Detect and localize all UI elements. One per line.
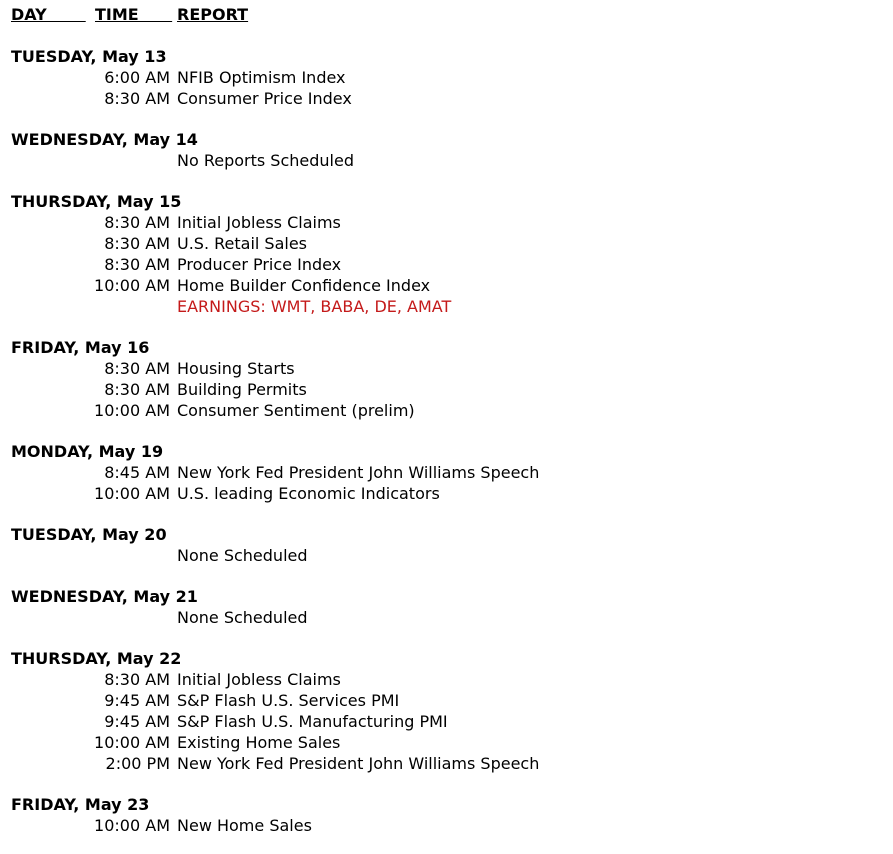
day-block (11, 441, 881, 504)
event-report: None Scheduled (177, 608, 308, 627)
event-row (11, 753, 881, 774)
event-row (11, 690, 881, 711)
event-time: 8:45 AM (104, 463, 170, 482)
event-time: 6:00 AM (104, 68, 170, 87)
day-title: MONDAY, May 19 (11, 442, 164, 461)
event-time: 10:00 AM (94, 484, 170, 503)
event-row (11, 607, 881, 628)
event-row (11, 711, 881, 732)
event-row (11, 669, 881, 690)
event-report: Building Permits (177, 380, 307, 399)
event-report: U.S. leading Economic Indicators (177, 484, 440, 503)
day-title: TUESDAY, May 13 (11, 47, 167, 66)
column-header-row (11, 4, 881, 26)
day-title: WEDNESDAY, May 21 (11, 587, 198, 606)
day-title: WEDNESDAY, May 14 (11, 130, 198, 149)
event-time: 8:30 AM (104, 255, 170, 274)
event-report: Consumer Price Index (177, 89, 352, 108)
event-report: No Reports Scheduled (177, 151, 354, 170)
event-report: New York Fed President John Williams Speech (177, 463, 540, 482)
report-column-header: REPORT (177, 5, 249, 24)
event-time: 10:00 AM (94, 401, 170, 420)
event-time: 8:30 AM (104, 213, 170, 232)
event-report: New Home Sales (177, 816, 312, 835)
event-row (11, 379, 881, 400)
event-time: 8:30 AM (104, 234, 170, 253)
day-title: THURSDAY, May 15 (11, 192, 182, 211)
event-time: 10:00 AM (94, 816, 170, 835)
day-block (11, 794, 881, 836)
event-row (11, 400, 881, 421)
earnings-note: EARNINGS: WMT, BABA, DE, AMAT (177, 297, 452, 316)
event-report: Home Builder Confidence Index (177, 276, 431, 295)
event-report: S&P Flash U.S. Services PMI (177, 691, 400, 710)
event-report: S&P Flash U.S. Manufacturing PMI (177, 712, 448, 731)
day-title: FRIDAY, May 23 (11, 795, 150, 814)
event-report: Housing Starts (177, 359, 295, 378)
event-time: 8:30 AM (104, 380, 170, 399)
event-row (11, 88, 881, 109)
event-time: 8:30 AM (104, 670, 170, 689)
event-time: 10:00 AM (94, 733, 170, 752)
event-time: 8:30 AM (104, 89, 170, 108)
day-block (11, 586, 881, 628)
event-row (11, 483, 881, 504)
day-block (11, 648, 881, 774)
day-column-header: DAY (11, 5, 86, 24)
day-title: TUESDAY, May 20 (11, 525, 167, 544)
event-row (11, 815, 881, 836)
event-time: 8:30 AM (104, 359, 170, 378)
event-report: Consumer Sentiment (prelim) (177, 401, 415, 420)
day-title: THURSDAY, May 22 (11, 649, 182, 668)
event-row (11, 150, 881, 171)
event-report: Existing Home Sales (177, 733, 341, 752)
event-row (11, 732, 881, 753)
day-block (11, 337, 881, 421)
event-row (11, 462, 881, 483)
economic-calendar (11, 4, 881, 836)
event-report: None Scheduled (177, 546, 308, 565)
event-report: New York Fed President John Williams Speech (177, 754, 540, 773)
event-time: 9:45 AM (104, 712, 170, 731)
event-row (11, 358, 881, 379)
day-block (11, 129, 881, 171)
event-time: 2:00 PM (105, 754, 170, 773)
event-row (11, 233, 881, 254)
event-time: 9:45 AM (104, 691, 170, 710)
event-row (11, 296, 881, 317)
event-row (11, 275, 881, 296)
event-time: 10:00 AM (94, 276, 170, 295)
day-block (11, 524, 881, 566)
time-column-header: TIME (95, 5, 173, 24)
day-list (11, 46, 881, 836)
event-report: Initial Jobless Claims (177, 670, 341, 689)
day-block (11, 46, 881, 109)
event-report: Producer Price Index (177, 255, 342, 274)
event-row (11, 254, 881, 275)
event-row (11, 545, 881, 566)
day-block (11, 191, 881, 317)
event-row (11, 67, 881, 88)
event-report: Initial Jobless Claims (177, 213, 341, 232)
event-report: U.S. Retail Sales (177, 234, 308, 253)
day-title: FRIDAY, May 16 (11, 338, 150, 357)
event-report: NFIB Optimism Index (177, 68, 346, 87)
event-row (11, 212, 881, 233)
